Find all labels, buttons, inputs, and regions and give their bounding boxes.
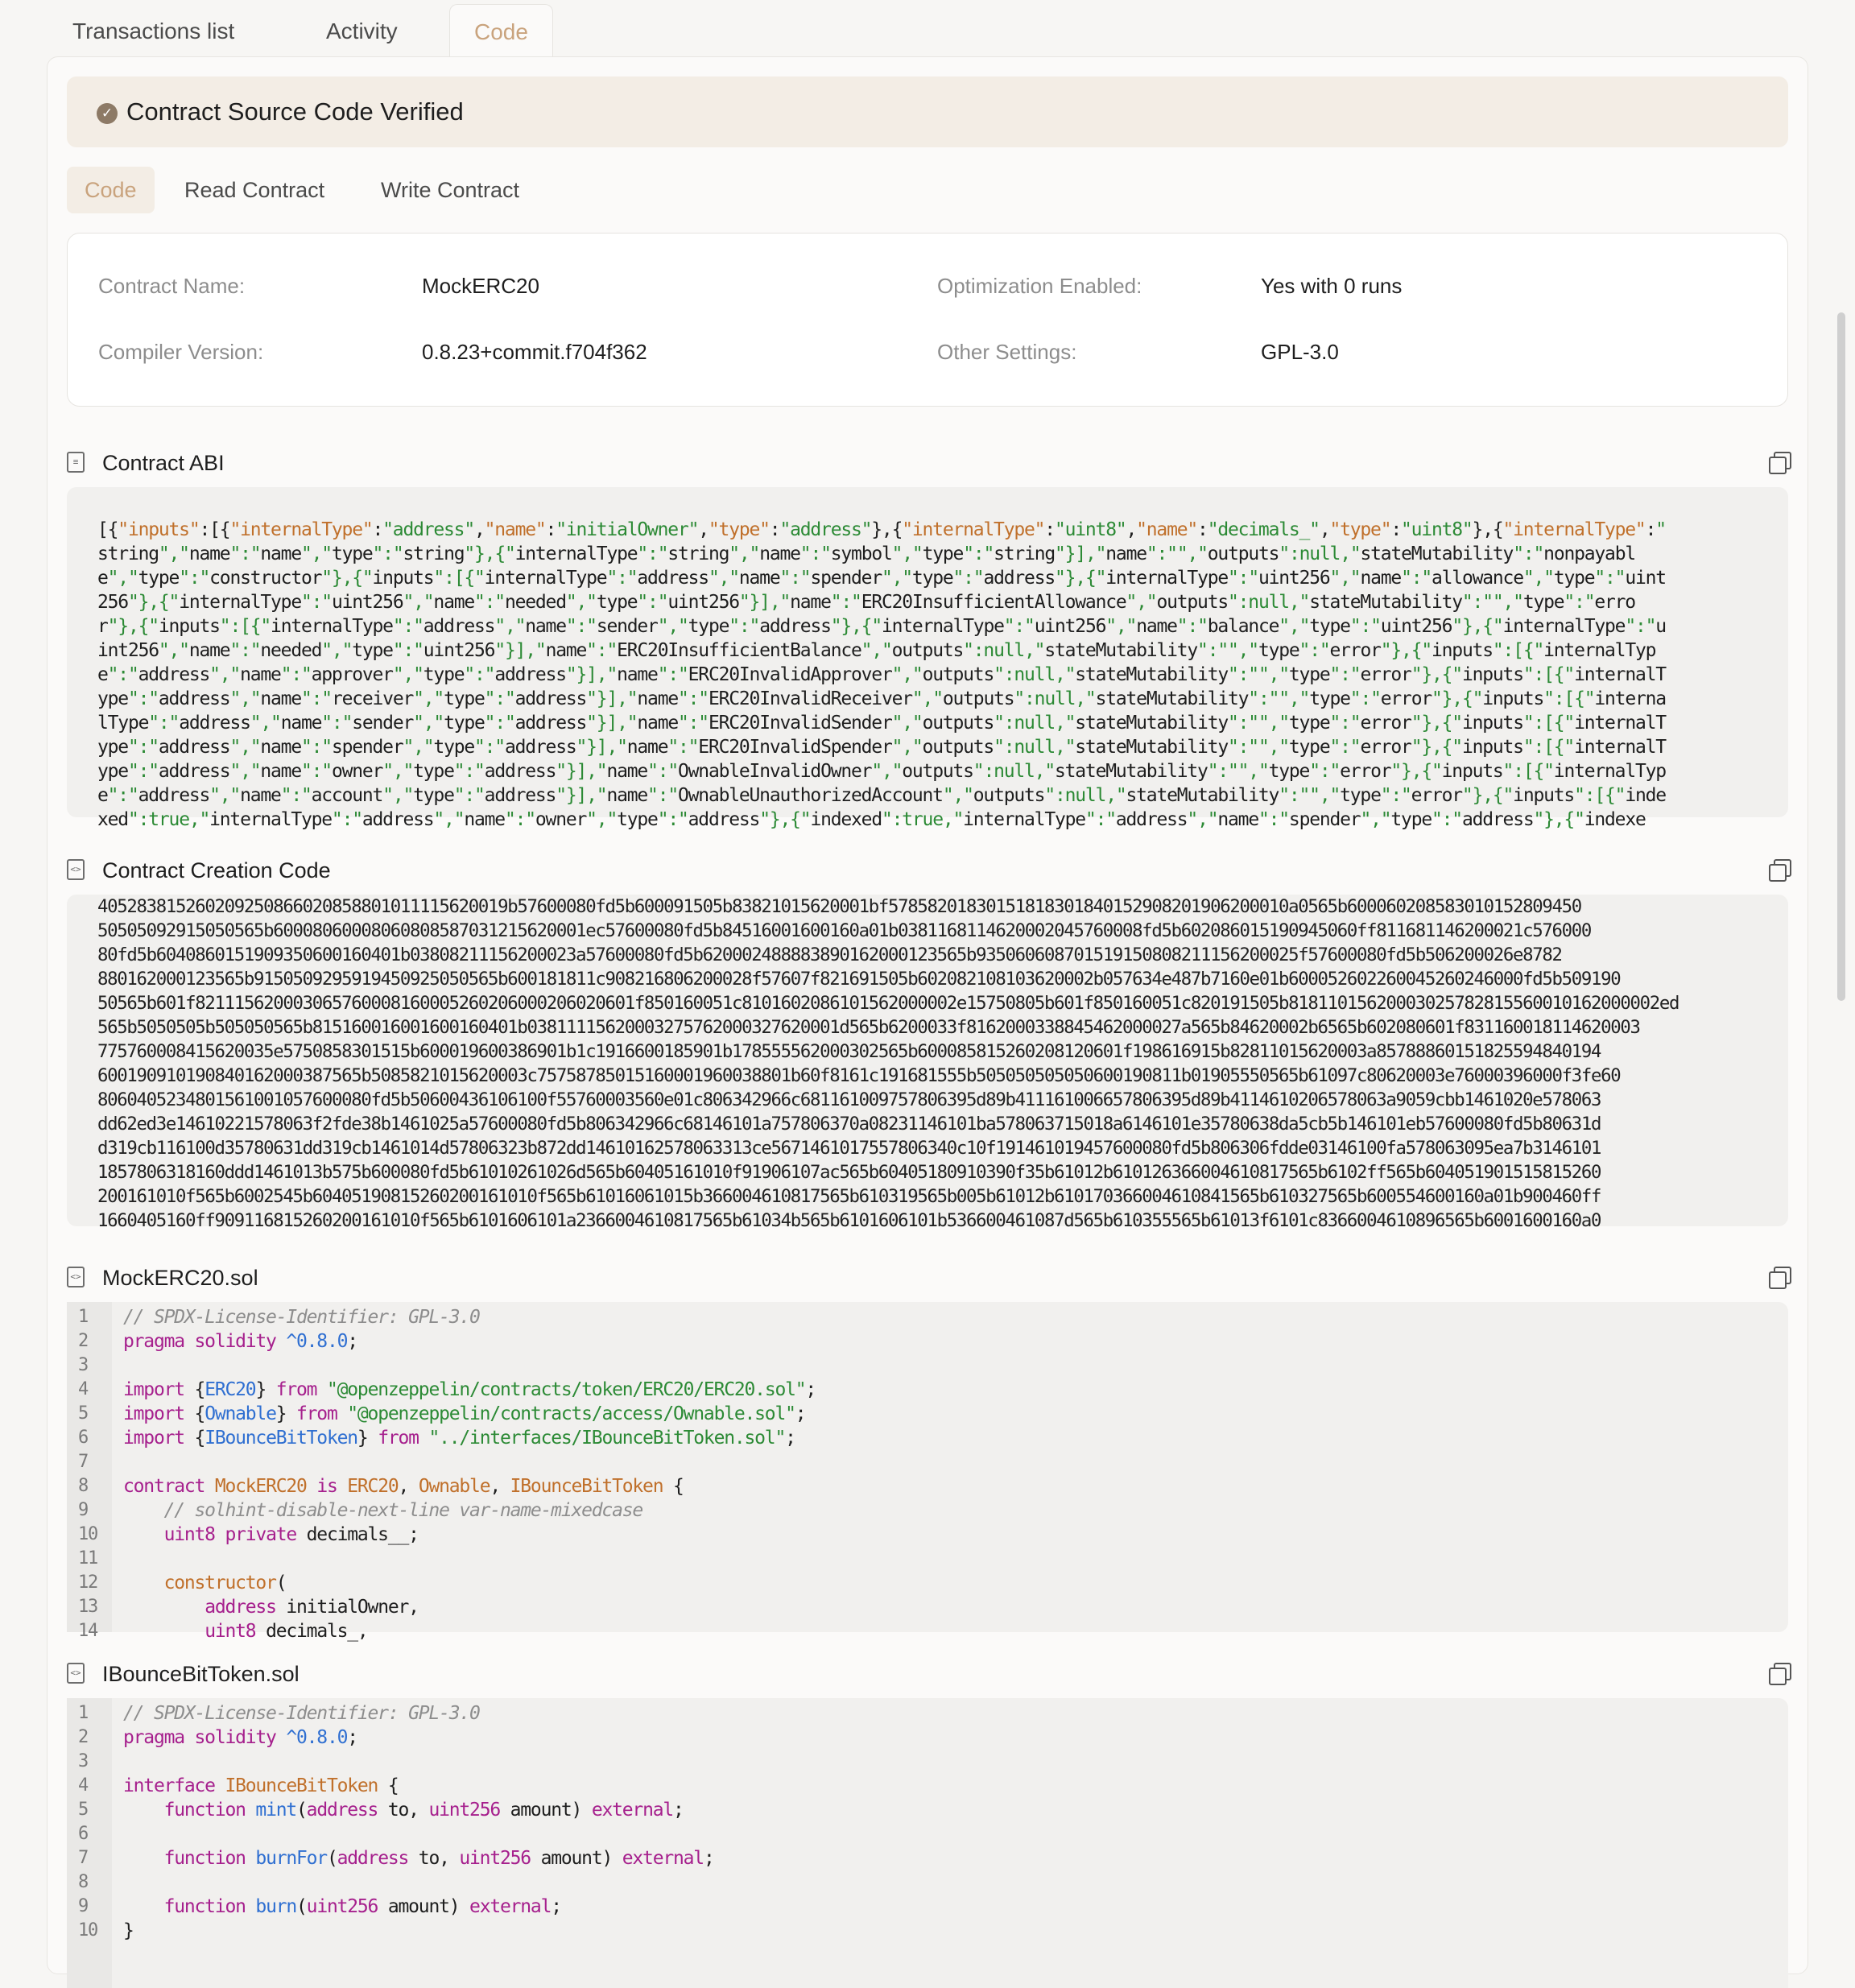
line-number: 5 [78, 1403, 89, 1424]
line-number: 6 [78, 1824, 89, 1844]
code-line [67, 1354, 1788, 1378]
code-line [67, 1822, 1788, 1846]
line-number: 13 [78, 1597, 98, 1617]
bytecode-line: 1660405160ff909116815260200161010f565b6101606101a2366004610817565b61034b565b6101606101b536600461087d565b610355565b61013f6101c8366004610896565b6001600160a0 [97, 1210, 1601, 1231]
line-number: 8 [78, 1476, 89, 1496]
bytecode-line: 600190910190840162000387565b5085821015620003c75758785015160001960038801b60f8161c191681555b505050505050600190811b01905550565b61097c80620003e76000396000f3fe60 [97, 1065, 1621, 1086]
code-line [67, 1595, 1788, 1619]
ibounce-code-box[interactable] [67, 1698, 1788, 1988]
bytecode-line: 880162000123565b9150509295919450925050565b600181811c908216806200028f57607f821691505b602082108103620002b057634e487b7160e01b600052602260045260246000fd5b509190 [97, 969, 1621, 990]
abi-code-box[interactable] [67, 487, 1788, 830]
abi-line: ype":"address","name":"spender","type":"address"}],"name":"ERC20InvalidSpender","outputs":null,"stateMutability":"","type":"error"},{"inputs":[{"internalT [97, 737, 1666, 758]
copy-creation-icon[interactable] [1769, 859, 1790, 880]
code-line [67, 1895, 1788, 1919]
code-line [67, 1474, 1788, 1498]
verified-title: Contract Source Code Verified [126, 97, 464, 126]
code-line [67, 1329, 1788, 1354]
code-line [67, 1919, 1788, 1943]
line-number: 6 [78, 1428, 89, 1448]
code-line [67, 1571, 1788, 1595]
abi-line: int256","name":"needed","type":"uint256"}],"name":"ERC20InsufficientBalance","outputs":null,"stateMutability":"","type":"error"},{"inputs":[{"internalTyp [97, 640, 1656, 661]
line-content: function burnFor(address to, uint256 amount) external; [163, 1848, 714, 1869]
code-icon: <> [67, 859, 85, 880]
line-number: 10 [78, 1524, 98, 1544]
line-content: address initialOwner, [205, 1597, 419, 1618]
line-content: interface IBounceBitToken { [123, 1775, 399, 1796]
other-settings-label: Other Settings: [937, 340, 1077, 364]
bytecode-line: dd62ed3e14610221578063f2fde38b1461025a57600080fd5b806342966c68146101a757806370a08231146101ba578063715018a6146101e35780638da5cb5b146101eb57600080fd5b80631d [97, 1114, 1601, 1135]
mockerc20-code-box[interactable] [67, 1302, 1788, 1642]
code-line [67, 1870, 1788, 1895]
line-content: import {IBounceBitToken} from "../interfaces/IBounceBitToken.sol"; [123, 1428, 795, 1449]
contract-name-value: MockERC20 [422, 274, 539, 298]
line-number: 5 [78, 1800, 89, 1820]
line-number: 2 [78, 1727, 89, 1747]
abi-line: r"},{"inputs":[{"internalType":"address","name":"sender","type":"address"},{"internalType":"uint256","name":"balance","type":"uint256"},{"internalType":"u [97, 616, 1666, 637]
bytecode-line: 8060405234801561001057600080fd5b50600436106100f55760003560e01c806342966c681161009757806395d89b411161006657806395d89b4114610206578063a9059cbb1461020e578063 [97, 1089, 1601, 1110]
abi-line: e":"address","name":"account","type":"address"}],"name":"OwnableUnauthorizedAccount","outputs":null,"stateMutability":"","type":"error"},{"inputs":[{"inde [97, 785, 1666, 806]
page-scrollbar[interactable] [1837, 312, 1845, 1001]
optimization-label: Optimization Enabled: [937, 274, 1142, 298]
other-settings-value: GPL-3.0 [1261, 340, 1339, 364]
bytecode-line: 50565b601f821115620003065760008160005260206000206020601f850160051c8101602086101562000002e15750805b601f850160051c820191505b81811015620003025782815560010162000002ed [97, 993, 1679, 1014]
abi-line: ype":"address","name":"receiver","type":"address"}],"name":"ERC20InvalidReceiver","outputs":null,"stateMutability":"","type":"error"},{"inputs":[{"interna [97, 688, 1666, 709]
line-number: 12 [78, 1573, 98, 1593]
code-icon: <> [67, 1663, 85, 1684]
line-content: uint8 private decimals__; [163, 1524, 419, 1545]
line-content: function burn(uint256 amount) external; [163, 1896, 561, 1917]
line-content: // solhint-disable-next-line var-name-mixedcase [163, 1500, 643, 1521]
ibounce-header [67, 1658, 1790, 1690]
tab-transactions-list[interactable]: Transactions list [72, 19, 235, 43]
verified-check-icon: ✓ [97, 103, 118, 124]
tab-code[interactable]: Code [449, 4, 553, 59]
bytecode-line: 775760008415620035e5750858301515b600019600386901b1c1916600185901b178555562000302565b600085815260208120601f198616915b82811015620003a85788860151825594840194 [97, 1041, 1601, 1062]
line-content: import {Ownable} from "@openzeppelin/contracts/access/Ownable.sol"; [123, 1403, 806, 1424]
mockerc20-title: MockERC20.sol [102, 1266, 258, 1290]
abi-line: 256"},{"internalType":"uint256","name":"needed","type":"uint256"}],"name":"ERC20InsufficientAllowance","outputs":null,"stateMutability":"","type":"erro [97, 592, 1635, 613]
bytecode-line: 200161010f565b6002545b60405190815260200161010f565b61016061015b366004610817565b610319565b005b61012b610170366004610841565b610327565b600554600160a01b900460ff [97, 1186, 1601, 1207]
creation-title: Contract Creation Code [102, 858, 331, 882]
line-content: // SPDX-License-Identifier: GPL-3.0 [123, 1703, 480, 1724]
subtab-code[interactable]: Code [67, 167, 155, 213]
tab-activity[interactable]: Activity [326, 19, 398, 43]
line-number: 8 [78, 1872, 89, 1892]
compiler-version-value: 0.8.23+commit.f704f362 [422, 340, 647, 364]
abi-line: e","type":"constructor"},{"inputs":[{"internalType":"address","name":"spender","type":"address"},{"internalType":"uint256","name":"allowance","type":"uint [97, 568, 1666, 589]
code-line [67, 1426, 1788, 1450]
code-line [67, 1750, 1788, 1774]
line-number: 1 [78, 1307, 89, 1327]
line-content: } [123, 1920, 134, 1941]
line-number: 1 [78, 1703, 89, 1723]
code-line [67, 1402, 1788, 1426]
bytecode-line: d319cb116100d35780631dd319cb1461014d57806323b872dd14610162578063313ce5671461017557806340c10f191461019457600080fd5b806306fdde03146100fa578063095ea7b3146101 [97, 1138, 1601, 1159]
line-number: 9 [78, 1500, 89, 1520]
compiler-version-label: Compiler Version: [98, 340, 264, 364]
contract-info [67, 233, 1788, 407]
optimization-value: Yes with 0 runs [1261, 274, 1403, 298]
abi-header [67, 447, 1790, 479]
bytecode-line: 50505092915050565b60008060008060808587031215620001ec57600080fd5b84516001600160a01b0381168114620002045760008fd5b602086015190945060ff811681146200021c576000 [97, 920, 1591, 941]
code-line [67, 1450, 1788, 1474]
abi-line: xed":true,"internalType":"address","name":"owner","type":"address"},{"indexed":true,"internalType":"address","name":"spender","type":"address"},{"indexe [97, 809, 1646, 830]
mockerc20-header [67, 1262, 1790, 1294]
code-icon: <> [67, 1267, 85, 1287]
copy-ibounce-icon[interactable] [1769, 1663, 1790, 1684]
abi-line: string","name":"name","type":"string"},{"internalType":"string","name":"symbol","type":"string"}],"name":"","outputs":null,"stateMutability":"nonpayabl [97, 543, 1635, 564]
code-line [67, 1619, 1788, 1643]
line-content: constructor( [163, 1573, 287, 1593]
code-line [67, 1498, 1788, 1523]
bytecode-line: 405283815260209250866020858801011115620019b57600080fd5b600091505b83821015620001bf57858201830151818301840152908201906200010a0565b600060208583010152809450 [97, 896, 1581, 917]
line-number: 3 [78, 1355, 89, 1375]
code-line [67, 1305, 1788, 1329]
copy-abi-icon[interactable] [1769, 452, 1790, 473]
line-content: pragma solidity ^0.8.0; [123, 1331, 357, 1352]
line-content: import {ERC20} from "@openzeppelin/contracts/token/ERC20/ERC20.sol"; [123, 1379, 816, 1400]
bytecode-line: 80fd5b6040860151909350600160401b03808211156200023a57600080fd5b620002488883890162000123565b935060608701519150808211156200025f57600080fd5b506200026e8782 [97, 944, 1562, 965]
code-line [67, 1798, 1788, 1822]
verified-banner [67, 76, 1788, 147]
mockerc20-source [67, 1305, 1788, 1643]
line-content: contract MockERC20 is ERC20, Ownable, IBounceBitToken { [123, 1476, 684, 1497]
code-line [67, 1774, 1788, 1798]
line-number: 9 [78, 1896, 89, 1916]
line-number: 2 [78, 1331, 89, 1351]
document-icon: ≡ [67, 452, 85, 473]
subtab-read-contract[interactable]: Read Contract [184, 178, 325, 202]
contract-name-label: Contract Name: [98, 274, 246, 298]
line-number: 4 [78, 1379, 89, 1399]
ibounce-source [67, 1701, 1788, 1943]
line-number: 3 [78, 1751, 89, 1771]
abi-title: Contract ABI [102, 451, 225, 475]
abi-line: e":"address","name":"approver","type":"address"}],"name":"ERC20InvalidApprover","outputs":null,"stateMutability":"","type":"error"},{"inputs":[{"internalT [97, 664, 1666, 685]
creation-bytecode [97, 895, 1764, 1233]
abi-line: ype":"address","name":"owner","type":"address"}],"name":"OwnableInvalidOwner","outputs":null,"stateMutability":"","type":"error"},{"inputs":[{"internalTyp [97, 761, 1666, 782]
copy-mockerc20-icon[interactable] [1769, 1267, 1790, 1287]
creation-header [67, 854, 1790, 887]
bytecode-line: 1857806318160ddd1461013b575b600080fd5b61010261026d565b60405161010f91906107ac565b60405180910390f35b61012b610126366004610817565b6102ff565b604051901515815260 [97, 1162, 1601, 1183]
code-line [67, 1701, 1788, 1726]
line-number: 7 [78, 1452, 89, 1472]
code-line [67, 1378, 1788, 1402]
bytecode-line: 565b5050505b505050565b815160016001600160401b03811115620003275762000327620001d565b6200033f8162000338845462000027a565b84620002b6565b602080601f831160018114620003 [97, 1017, 1640, 1038]
line-content: // SPDX-License-Identifier: GPL-3.0 [123, 1307, 480, 1328]
ibounce-title: IBounceBitToken.sol [102, 1662, 300, 1686]
line-content: pragma solidity ^0.8.0; [123, 1727, 357, 1748]
subtab-write-contract[interactable]: Write Contract [381, 178, 520, 202]
code-line [67, 1846, 1788, 1870]
line-content: uint8 decimals_, [205, 1621, 368, 1642]
code-line [67, 1523, 1788, 1547]
abi-text [97, 518, 1764, 832]
line-number: 10 [78, 1920, 98, 1940]
abi-line: [{"inputs":[{"internalType":"address","name":"initialOwner","type":"address"},{"internalType":"uint8","name":"decimals_","type":"uint8"},{"internalType":" [97, 519, 1666, 540]
creation-code-box[interactable] [67, 895, 1788, 1231]
line-number: 7 [78, 1848, 89, 1868]
line-number: 4 [78, 1775, 89, 1796]
code-line [67, 1547, 1788, 1571]
line-number: 11 [78, 1548, 98, 1568]
abi-line: lType":"address","name":"sender","type":"address"}],"name":"ERC20InvalidSender","outputs":null,"stateMutability":"","type":"error"},{"inputs":[{"internalT [97, 713, 1666, 734]
code-line [67, 1726, 1788, 1750]
line-content: function mint(address to, uint256 amount) external; [163, 1800, 684, 1821]
line-number: 14 [78, 1621, 98, 1641]
code-panel [47, 56, 1808, 1974]
